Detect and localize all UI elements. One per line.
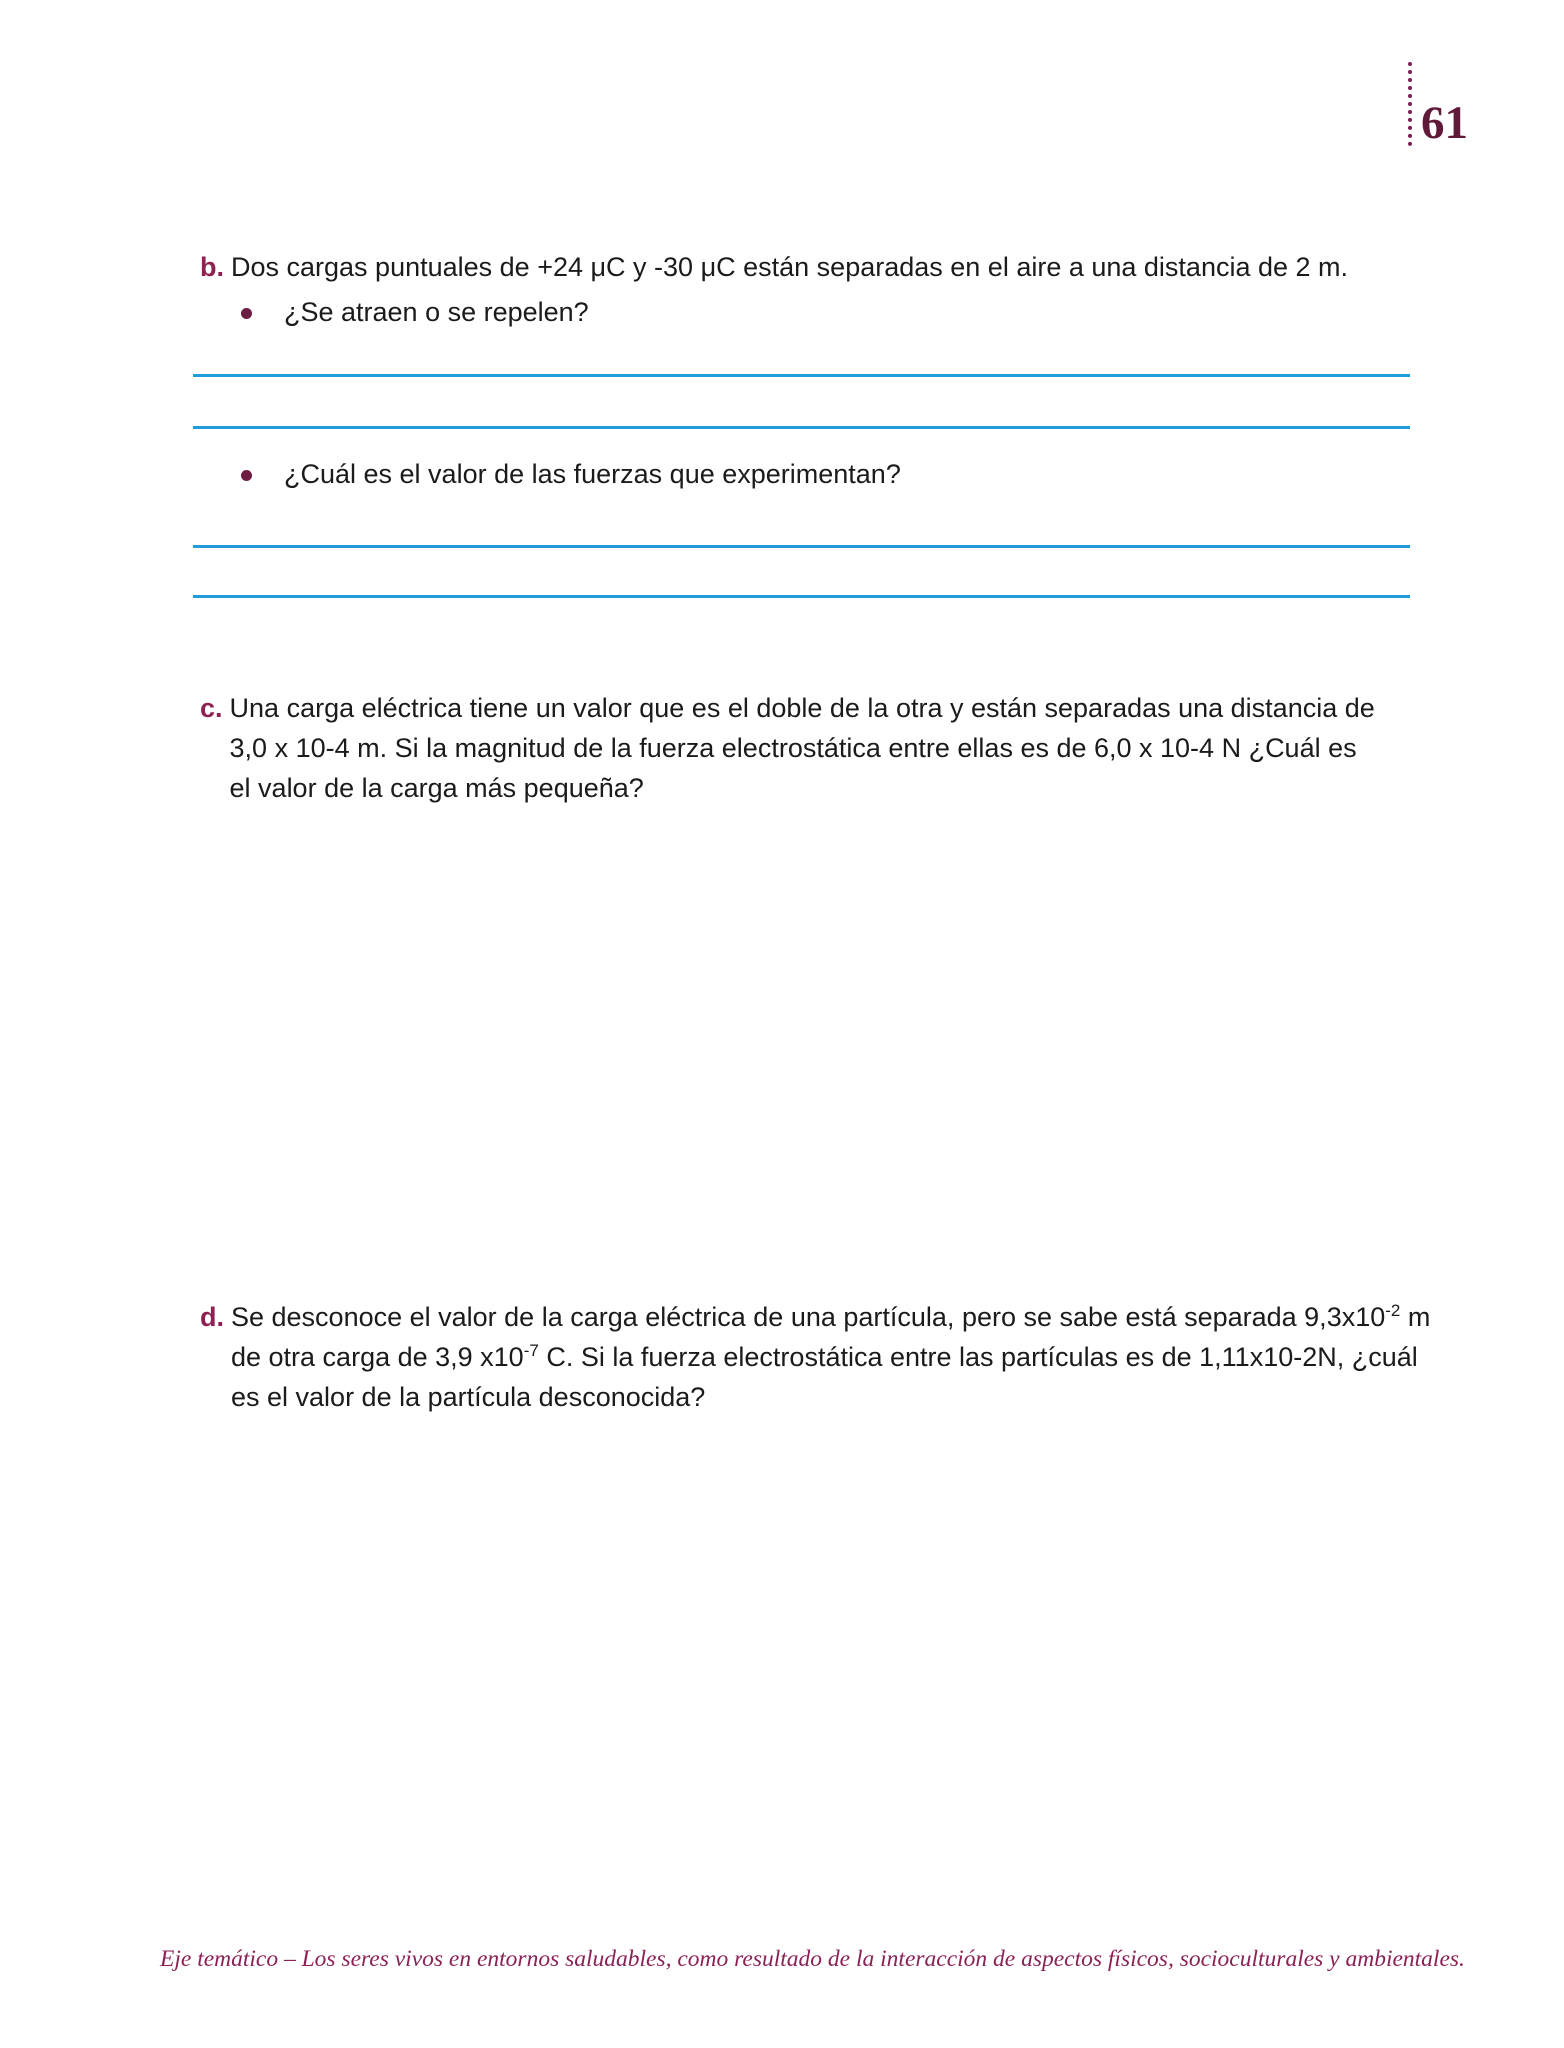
answer-line-1 <box>193 374 1410 377</box>
exercise-c-line-3: el valor de la carga más pequeña? <box>229 773 644 803</box>
footer-theme-line: Eje temático – Los seres vivos en entornos saludables, como resultado de la interacción de aspectos físicos, socioculturales y ambientales. <box>160 1946 1465 1972</box>
exercise-d-line-1-tail: m <box>1400 1302 1431 1332</box>
dotted-rule <box>1408 62 1412 146</box>
answer-line-2 <box>193 426 1410 429</box>
exercise-d <box>200 1297 1430 1417</box>
exercise-d-line-1-sup: -2 <box>1385 1301 1401 1320</box>
exercise-d-line-1 <box>231 1297 1430 1337</box>
answer-line-4 <box>193 595 1410 598</box>
bullet-icon <box>241 470 252 481</box>
exercise-d-line-2-sup: -7 <box>523 1341 539 1360</box>
question-b1-text: ¿Se atraen o se repelen? <box>284 297 589 327</box>
exercise-c-line-2: 3,0 x 10-4 m. Si la magnitud de la fuerza electrostática entre ellas es de 6,0 x 10-4 N ¿Cuál es <box>229 733 1357 763</box>
bullet-icon <box>241 308 252 319</box>
answer-line-3 <box>193 545 1410 548</box>
exercise-c-line-1: Una carga eléctrica tiene un valor que es el doble de la otra y están separadas una distancia de <box>229 693 1375 723</box>
exercise-b <box>200 247 1348 287</box>
question-b2 <box>241 458 901 490</box>
exercise-d-line-3: es el valor de la partícula desconocida? <box>231 1382 706 1412</box>
exercise-d-text <box>231 1297 1430 1417</box>
exercise-d-marker: d. <box>200 1302 224 1332</box>
exercise-c-text <box>230 688 1375 808</box>
exercise-d-line-1-main: Se desconoce el valor de la carga eléctrica de una partícula, pero se sabe está separada 9,3x10 <box>231 1302 1386 1332</box>
exercise-c <box>200 688 1375 808</box>
exercise-d-line-2-tail: C. Si la fuerza electrostática entre las partículas es de 1,11x10-2N, ¿cuál <box>538 1342 1418 1372</box>
page-number-block <box>1408 62 1528 182</box>
question-b2-text: ¿Cuál es el valor de las fuerzas que experimentan? <box>284 459 901 489</box>
question-b1 <box>241 296 589 328</box>
exercise-b-text: Dos cargas puntuales de +24 μC y -30 μC están separadas en el aire a una distancia de 2 m. <box>231 252 1349 282</box>
page-number: 61 <box>1421 97 1468 149</box>
exercise-b-marker: b. <box>200 252 224 282</box>
exercise-c-marker: c. <box>200 693 223 723</box>
exercise-d-line-2 <box>231 1337 1430 1377</box>
exercise-d-line-2-main: de otra carga de 3,9 x10 <box>231 1342 524 1372</box>
